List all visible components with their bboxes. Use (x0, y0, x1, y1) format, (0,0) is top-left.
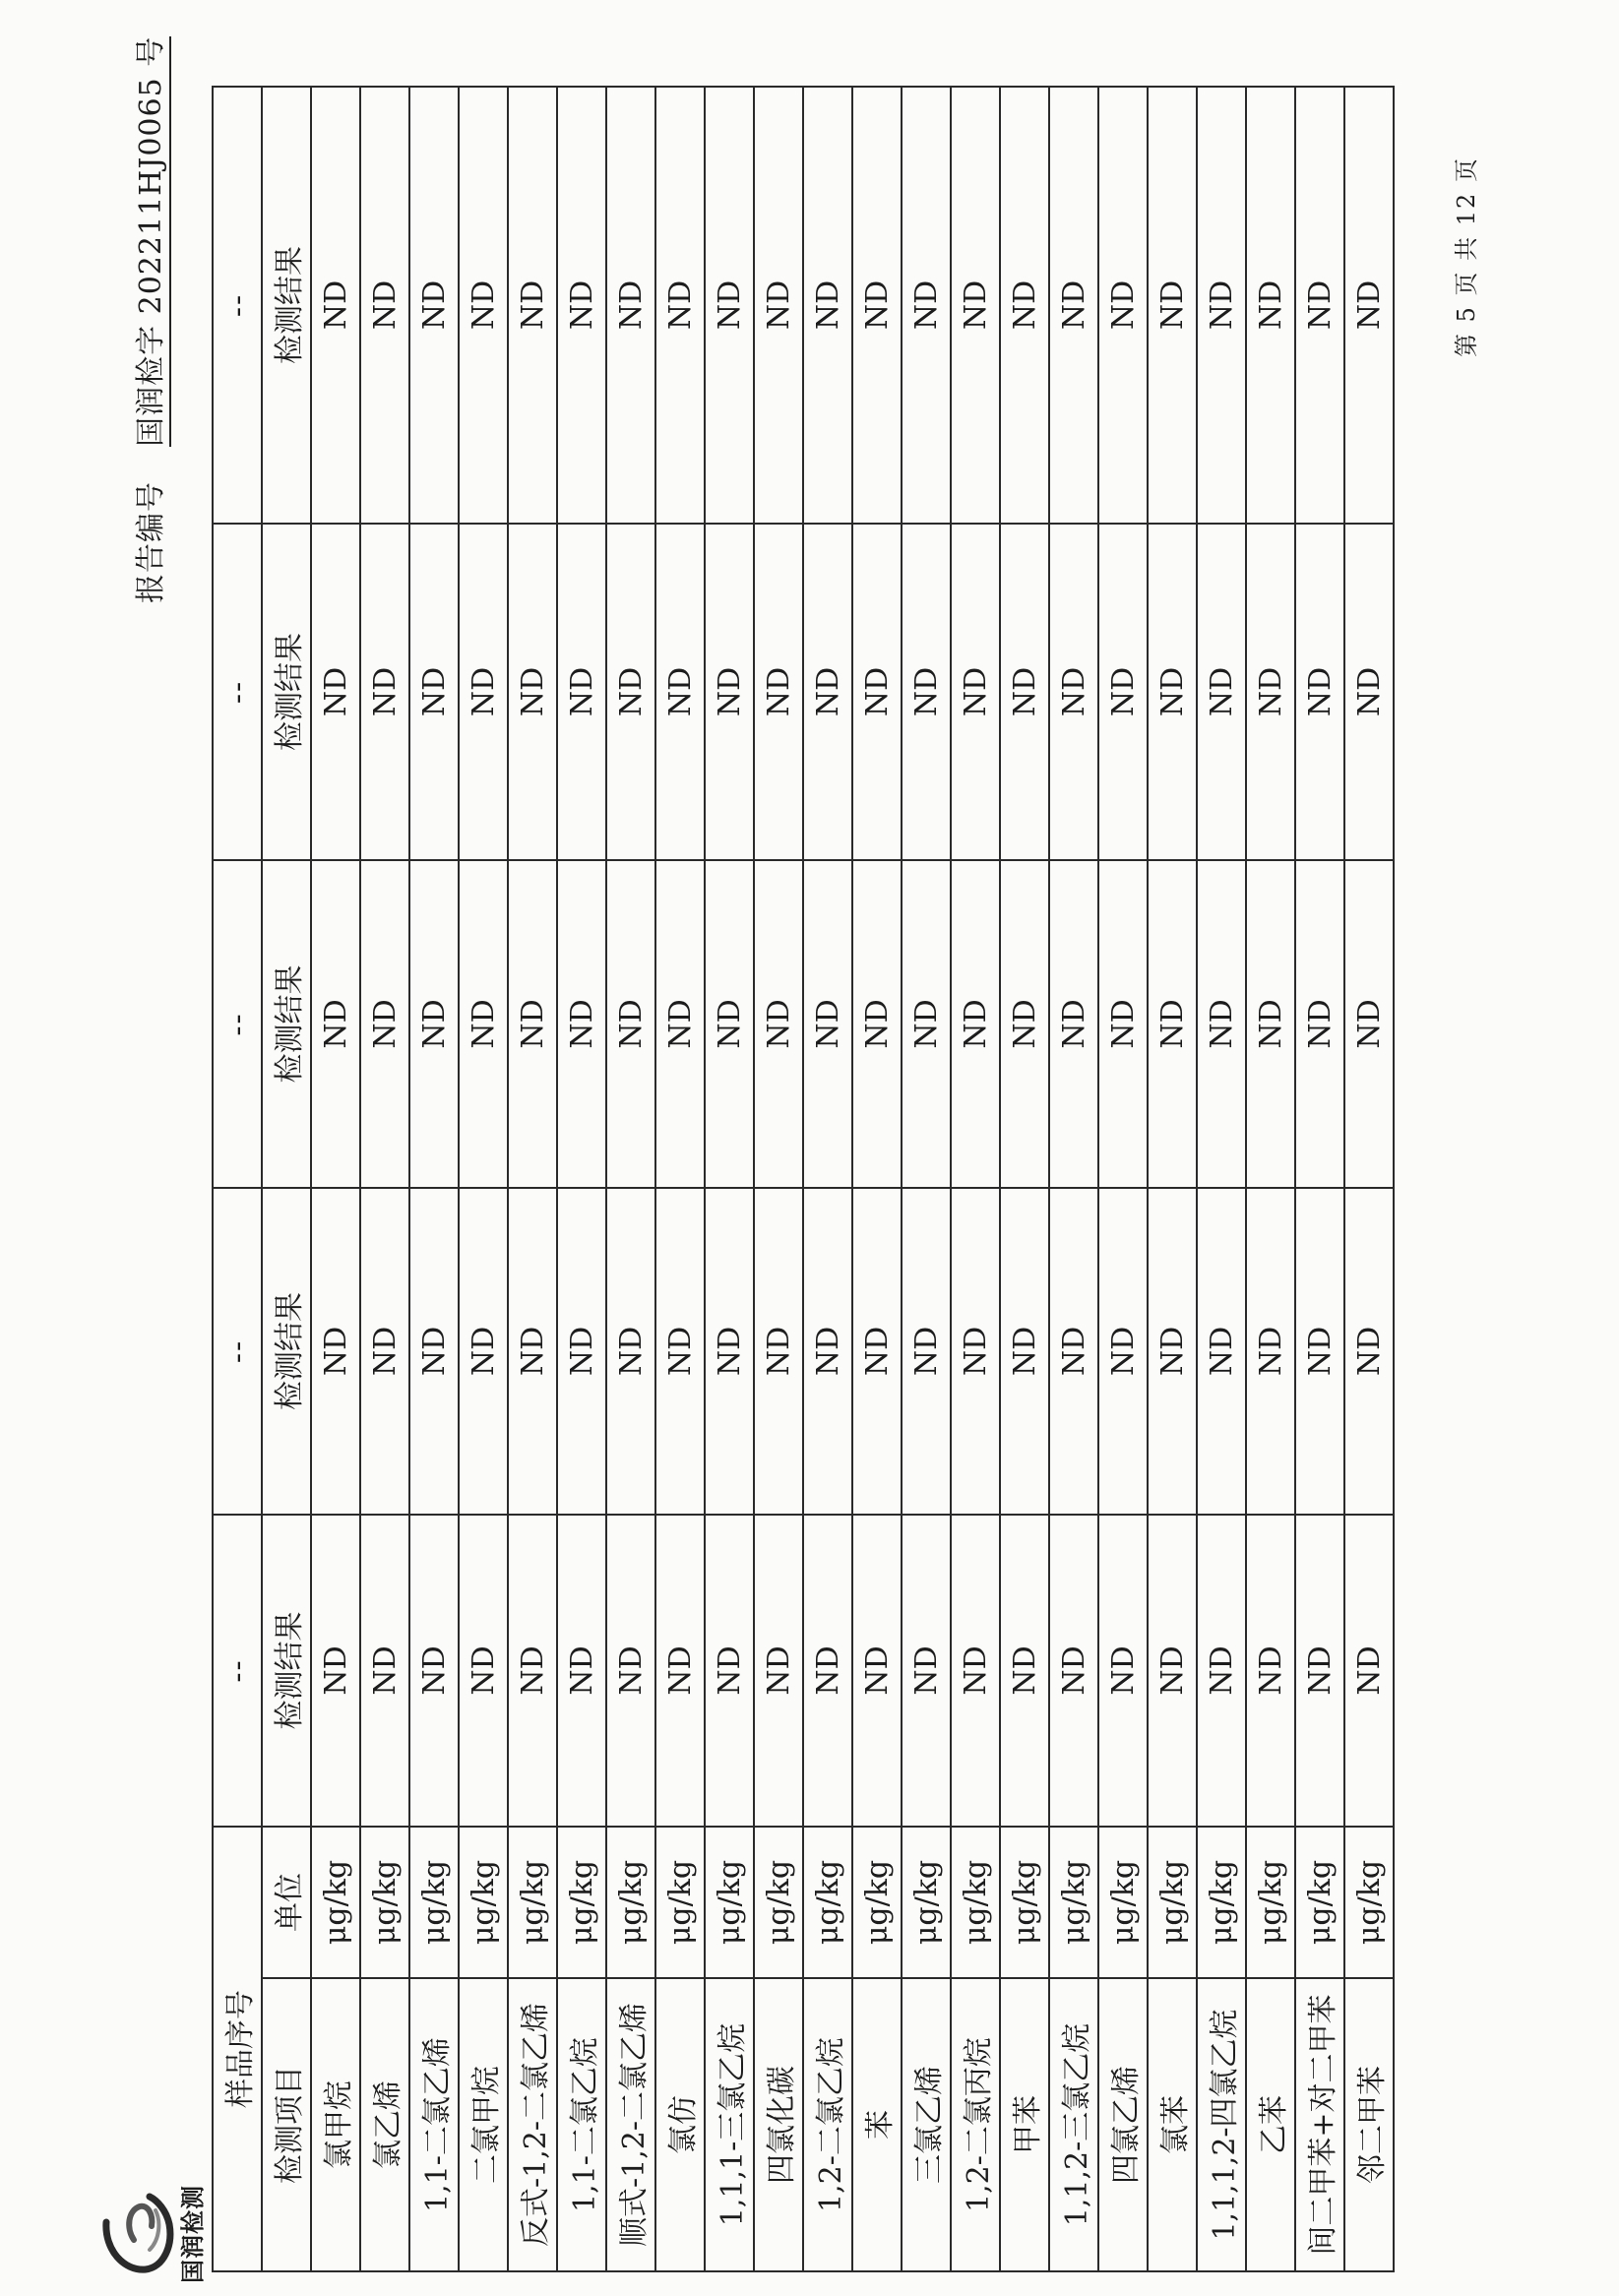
unit-cell: μg/kg (1148, 1827, 1197, 1978)
result-column-header: 检测结果 (262, 524, 311, 860)
result-cell: ND (1148, 1188, 1197, 1515)
sample-number-cell: -- (213, 1188, 262, 1515)
unit-cell: μg/kg (1197, 1827, 1246, 1978)
table-row (902, 87, 951, 2271)
result-cell: ND (1098, 860, 1148, 1188)
test-item-cell: 甲苯 (1000, 1978, 1049, 2271)
unit-cell: μg/kg (655, 1827, 705, 1978)
unit-cell: μg/kg (557, 1827, 606, 1978)
unit-column-header: 单位 (262, 1827, 311, 1978)
result-cell: ND (508, 524, 557, 860)
result-cell: ND (409, 860, 459, 1188)
test-item-cell: 邻二甲苯 (1344, 1978, 1394, 2271)
table-row (606, 87, 655, 2271)
sample-number-cell: -- (213, 524, 262, 860)
unit-cell: μg/kg (606, 1827, 655, 1978)
result-cell: ND (803, 860, 852, 1188)
results-table (212, 86, 1395, 2272)
result-cell: ND (1295, 1515, 1344, 1827)
result-cell: ND (360, 1515, 409, 1827)
sample-number-row (213, 87, 262, 2271)
test-item-cell: 顺式-1,2-二氯乙烯 (606, 1978, 655, 2271)
result-cell: ND (557, 87, 606, 524)
result-cell: ND (852, 524, 902, 860)
table-row (1246, 87, 1295, 2271)
result-cell: ND (1098, 524, 1148, 860)
result-cell: ND (1098, 1515, 1148, 1827)
test-item-cell: 三氯乙烯 (902, 1978, 951, 2271)
result-cell: ND (1344, 87, 1394, 524)
result-cell: ND (360, 524, 409, 860)
unit-cell: μg/kg (951, 1827, 1000, 1978)
result-cell: ND (1246, 1515, 1295, 1827)
unit-cell: μg/kg (459, 1827, 508, 1978)
test-item-cell: 1,1,1,2-四氯乙烷 (1197, 1978, 1246, 2271)
result-cell: ND (705, 1515, 754, 1827)
sample-number-label: 样品序号 (213, 1827, 262, 2271)
result-cell: ND (459, 524, 508, 860)
test-item-cell: 四氯乙烯 (1098, 1978, 1148, 2271)
company-logo-icon (100, 2189, 177, 2279)
result-cell: ND (311, 1188, 360, 1515)
result-cell: ND (360, 860, 409, 1188)
table-row (557, 87, 606, 2271)
table-row (655, 87, 705, 2271)
result-cell: ND (951, 1515, 1000, 1827)
table-row (951, 87, 1000, 2271)
result-cell: ND (606, 860, 655, 1188)
result-cell: ND (1344, 1515, 1394, 1827)
result-column-header: 检测结果 (262, 1188, 311, 1515)
result-cell: ND (508, 1515, 557, 1827)
result-cell: ND (1295, 860, 1344, 1188)
unit-cell: μg/kg (508, 1827, 557, 1978)
unit-cell: μg/kg (409, 1827, 459, 1978)
result-cell: ND (754, 87, 803, 524)
table-row (1344, 87, 1394, 2271)
result-cell: ND (1000, 1188, 1049, 1515)
result-cell: ND (1098, 87, 1148, 524)
company-logo (87, 2165, 205, 2293)
result-cell: ND (1246, 524, 1295, 860)
result-cell: ND (606, 524, 655, 860)
result-cell: ND (852, 1188, 902, 1515)
result-cell: ND (754, 860, 803, 1188)
result-cell: ND (803, 1188, 852, 1515)
test-item-cell: 四氯化碳 (754, 1978, 803, 2271)
result-cell: ND (852, 1515, 902, 1827)
result-cell: ND (360, 87, 409, 524)
table-row (311, 87, 360, 2271)
unit-cell: μg/kg (311, 1827, 360, 1978)
result-cell: ND (409, 1515, 459, 1827)
test-item-cell: 1,2-二氯乙烷 (803, 1978, 852, 2271)
result-cell: ND (902, 524, 951, 860)
test-item-cell: 1,1,1-三氯乙烷 (705, 1978, 754, 2271)
unit-cell: μg/kg (1000, 1827, 1049, 1978)
sample-number-cell: -- (213, 87, 262, 524)
result-cell: ND (1197, 1515, 1246, 1827)
result-cell: ND (705, 524, 754, 860)
result-cell: ND (655, 524, 705, 860)
test-item-cell: 1,2-二氯丙烷 (951, 1978, 1000, 2271)
table-row (1000, 87, 1049, 2271)
result-cell: ND (655, 87, 705, 524)
result-cell: ND (1246, 860, 1295, 1188)
test-item-cell: 1,1-二氯乙烯 (409, 1978, 459, 2271)
result-cell: ND (557, 524, 606, 860)
result-cell: ND (951, 860, 1000, 1188)
result-cell: ND (1295, 87, 1344, 524)
column-header-row (262, 87, 311, 2271)
result-cell: ND (1148, 524, 1197, 860)
unit-cell: μg/kg (360, 1827, 409, 1978)
test-item-cell: 氯苯 (1148, 1978, 1197, 2271)
result-cell: ND (1148, 87, 1197, 524)
table-row (754, 87, 803, 2271)
result-cell: ND (1049, 860, 1098, 1188)
table-row (1295, 87, 1344, 2271)
result-cell: ND (311, 1515, 360, 1827)
result-cell: ND (1344, 524, 1394, 860)
test-item-cell: 乙苯 (1246, 1978, 1295, 2271)
unit-cell: μg/kg (1295, 1827, 1344, 1978)
result-cell: ND (902, 1515, 951, 1827)
table-row (1098, 87, 1148, 2271)
test-item-cell: 氯仿 (655, 1978, 705, 2271)
result-cell: ND (1000, 87, 1049, 524)
unit-cell: μg/kg (803, 1827, 852, 1978)
table-row (803, 87, 852, 2271)
result-cell: ND (1049, 524, 1098, 860)
sample-number-cell: -- (213, 860, 262, 1188)
result-cell: ND (1344, 1188, 1394, 1515)
test-item-cell: 氯甲烷 (311, 1978, 360, 2271)
result-cell: ND (459, 1515, 508, 1827)
result-cell: ND (557, 1515, 606, 1827)
unit-cell: μg/kg (1098, 1827, 1148, 1978)
report-number-header (126, 36, 169, 603)
sample-number-cell: -- (213, 1515, 262, 1827)
result-cell: ND (508, 87, 557, 524)
result-cell: ND (705, 87, 754, 524)
result-cell: ND (311, 860, 360, 1188)
test-item-cell: 二氯甲烷 (459, 1978, 508, 2271)
unit-cell: μg/kg (754, 1827, 803, 1978)
result-cell: ND (557, 860, 606, 1188)
result-cell: ND (1246, 1188, 1295, 1515)
result-cell: ND (1148, 860, 1197, 1188)
company-logo-text: 国润检测 (179, 2185, 207, 2283)
test-item-cell: 苯 (852, 1978, 902, 2271)
result-cell: ND (902, 1188, 951, 1515)
report-number-label: 报告编号 (134, 481, 168, 603)
table-row (1049, 87, 1098, 2271)
result-cell: ND (1197, 1188, 1246, 1515)
result-cell: ND (459, 860, 508, 1188)
result-column-header: 检测结果 (262, 860, 311, 1188)
result-cell: ND (655, 860, 705, 1188)
test-item-cell: 1,1-二氯乙烷 (557, 1978, 606, 2271)
unit-cell: μg/kg (902, 1827, 951, 1978)
result-cell: ND (902, 87, 951, 524)
table-row (508, 87, 557, 2271)
result-cell: ND (951, 1188, 1000, 1515)
table-row (1197, 87, 1246, 2271)
result-cell: ND (606, 1188, 655, 1515)
result-cell: ND (1049, 87, 1098, 524)
result-cell: ND (311, 524, 360, 860)
test-item-cell: 反式-1,2-二氯乙烯 (508, 1978, 557, 2271)
result-cell: ND (1246, 87, 1295, 524)
result-cell: ND (705, 860, 754, 1188)
result-cell: ND (852, 860, 902, 1188)
result-cell: ND (754, 1188, 803, 1515)
result-cell: ND (1295, 524, 1344, 860)
result-column-header: 检测结果 (262, 87, 311, 524)
table-row (459, 87, 508, 2271)
result-cell: ND (852, 87, 902, 524)
result-cell: ND (1197, 87, 1246, 524)
result-cell: ND (557, 1188, 606, 1515)
test-item-cell: 氯乙烯 (360, 1978, 409, 2271)
result-cell: ND (1000, 860, 1049, 1188)
result-column-header: 检测结果 (262, 1515, 311, 1827)
result-cell: ND (360, 1188, 409, 1515)
item-column-header: 检测项目 (262, 1978, 311, 2271)
result-cell: ND (1049, 1188, 1098, 1515)
table-row (852, 87, 902, 2271)
unit-cell: μg/kg (705, 1827, 754, 1978)
result-cell: ND (803, 1515, 852, 1827)
unit-cell: μg/kg (1246, 1827, 1295, 1978)
unit-cell: μg/kg (1049, 1827, 1098, 1978)
result-cell: ND (459, 87, 508, 524)
unit-cell: μg/kg (1344, 1827, 1394, 1978)
table-row (360, 87, 409, 2271)
result-cell: ND (1197, 860, 1246, 1188)
result-cell: ND (951, 87, 1000, 524)
result-cell: ND (508, 1188, 557, 1515)
result-cell: ND (1000, 1515, 1049, 1827)
table-row (409, 87, 459, 2271)
result-cell: ND (902, 860, 951, 1188)
result-cell: ND (606, 87, 655, 524)
result-cell: ND (1295, 1188, 1344, 1515)
result-cell: ND (803, 87, 852, 524)
result-cell: ND (459, 1188, 508, 1515)
test-item-cell: 间二甲苯+对二甲苯 (1295, 1978, 1344, 2271)
result-cell: ND (311, 87, 360, 524)
result-cell: ND (1000, 524, 1049, 860)
result-cell: ND (1049, 1515, 1098, 1827)
result-cell: ND (409, 87, 459, 524)
table-row (705, 87, 754, 2271)
result-cell: ND (803, 524, 852, 860)
result-cell: ND (508, 860, 557, 1188)
result-cell: ND (1197, 524, 1246, 860)
table-row (1148, 87, 1197, 2271)
result-cell: ND (754, 524, 803, 860)
result-cell: ND (409, 524, 459, 860)
result-cell: ND (1148, 1515, 1197, 1827)
result-cell: ND (951, 524, 1000, 860)
result-cell: ND (1098, 1188, 1148, 1515)
page-number: 第 5 页 共 12 页 (1453, 156, 1480, 357)
result-cell: ND (655, 1515, 705, 1827)
result-cell: ND (1344, 860, 1394, 1188)
test-item-cell: 1,1,2-三氯乙烷 (1049, 1978, 1098, 2271)
result-cell: ND (705, 1188, 754, 1515)
result-cell: ND (606, 1515, 655, 1827)
result-cell: ND (754, 1515, 803, 1827)
result-cell: ND (655, 1188, 705, 1515)
report-number: 国润检字 202211HJ0065 号 (134, 36, 171, 447)
unit-cell: μg/kg (852, 1827, 902, 1978)
result-cell: ND (409, 1188, 459, 1515)
